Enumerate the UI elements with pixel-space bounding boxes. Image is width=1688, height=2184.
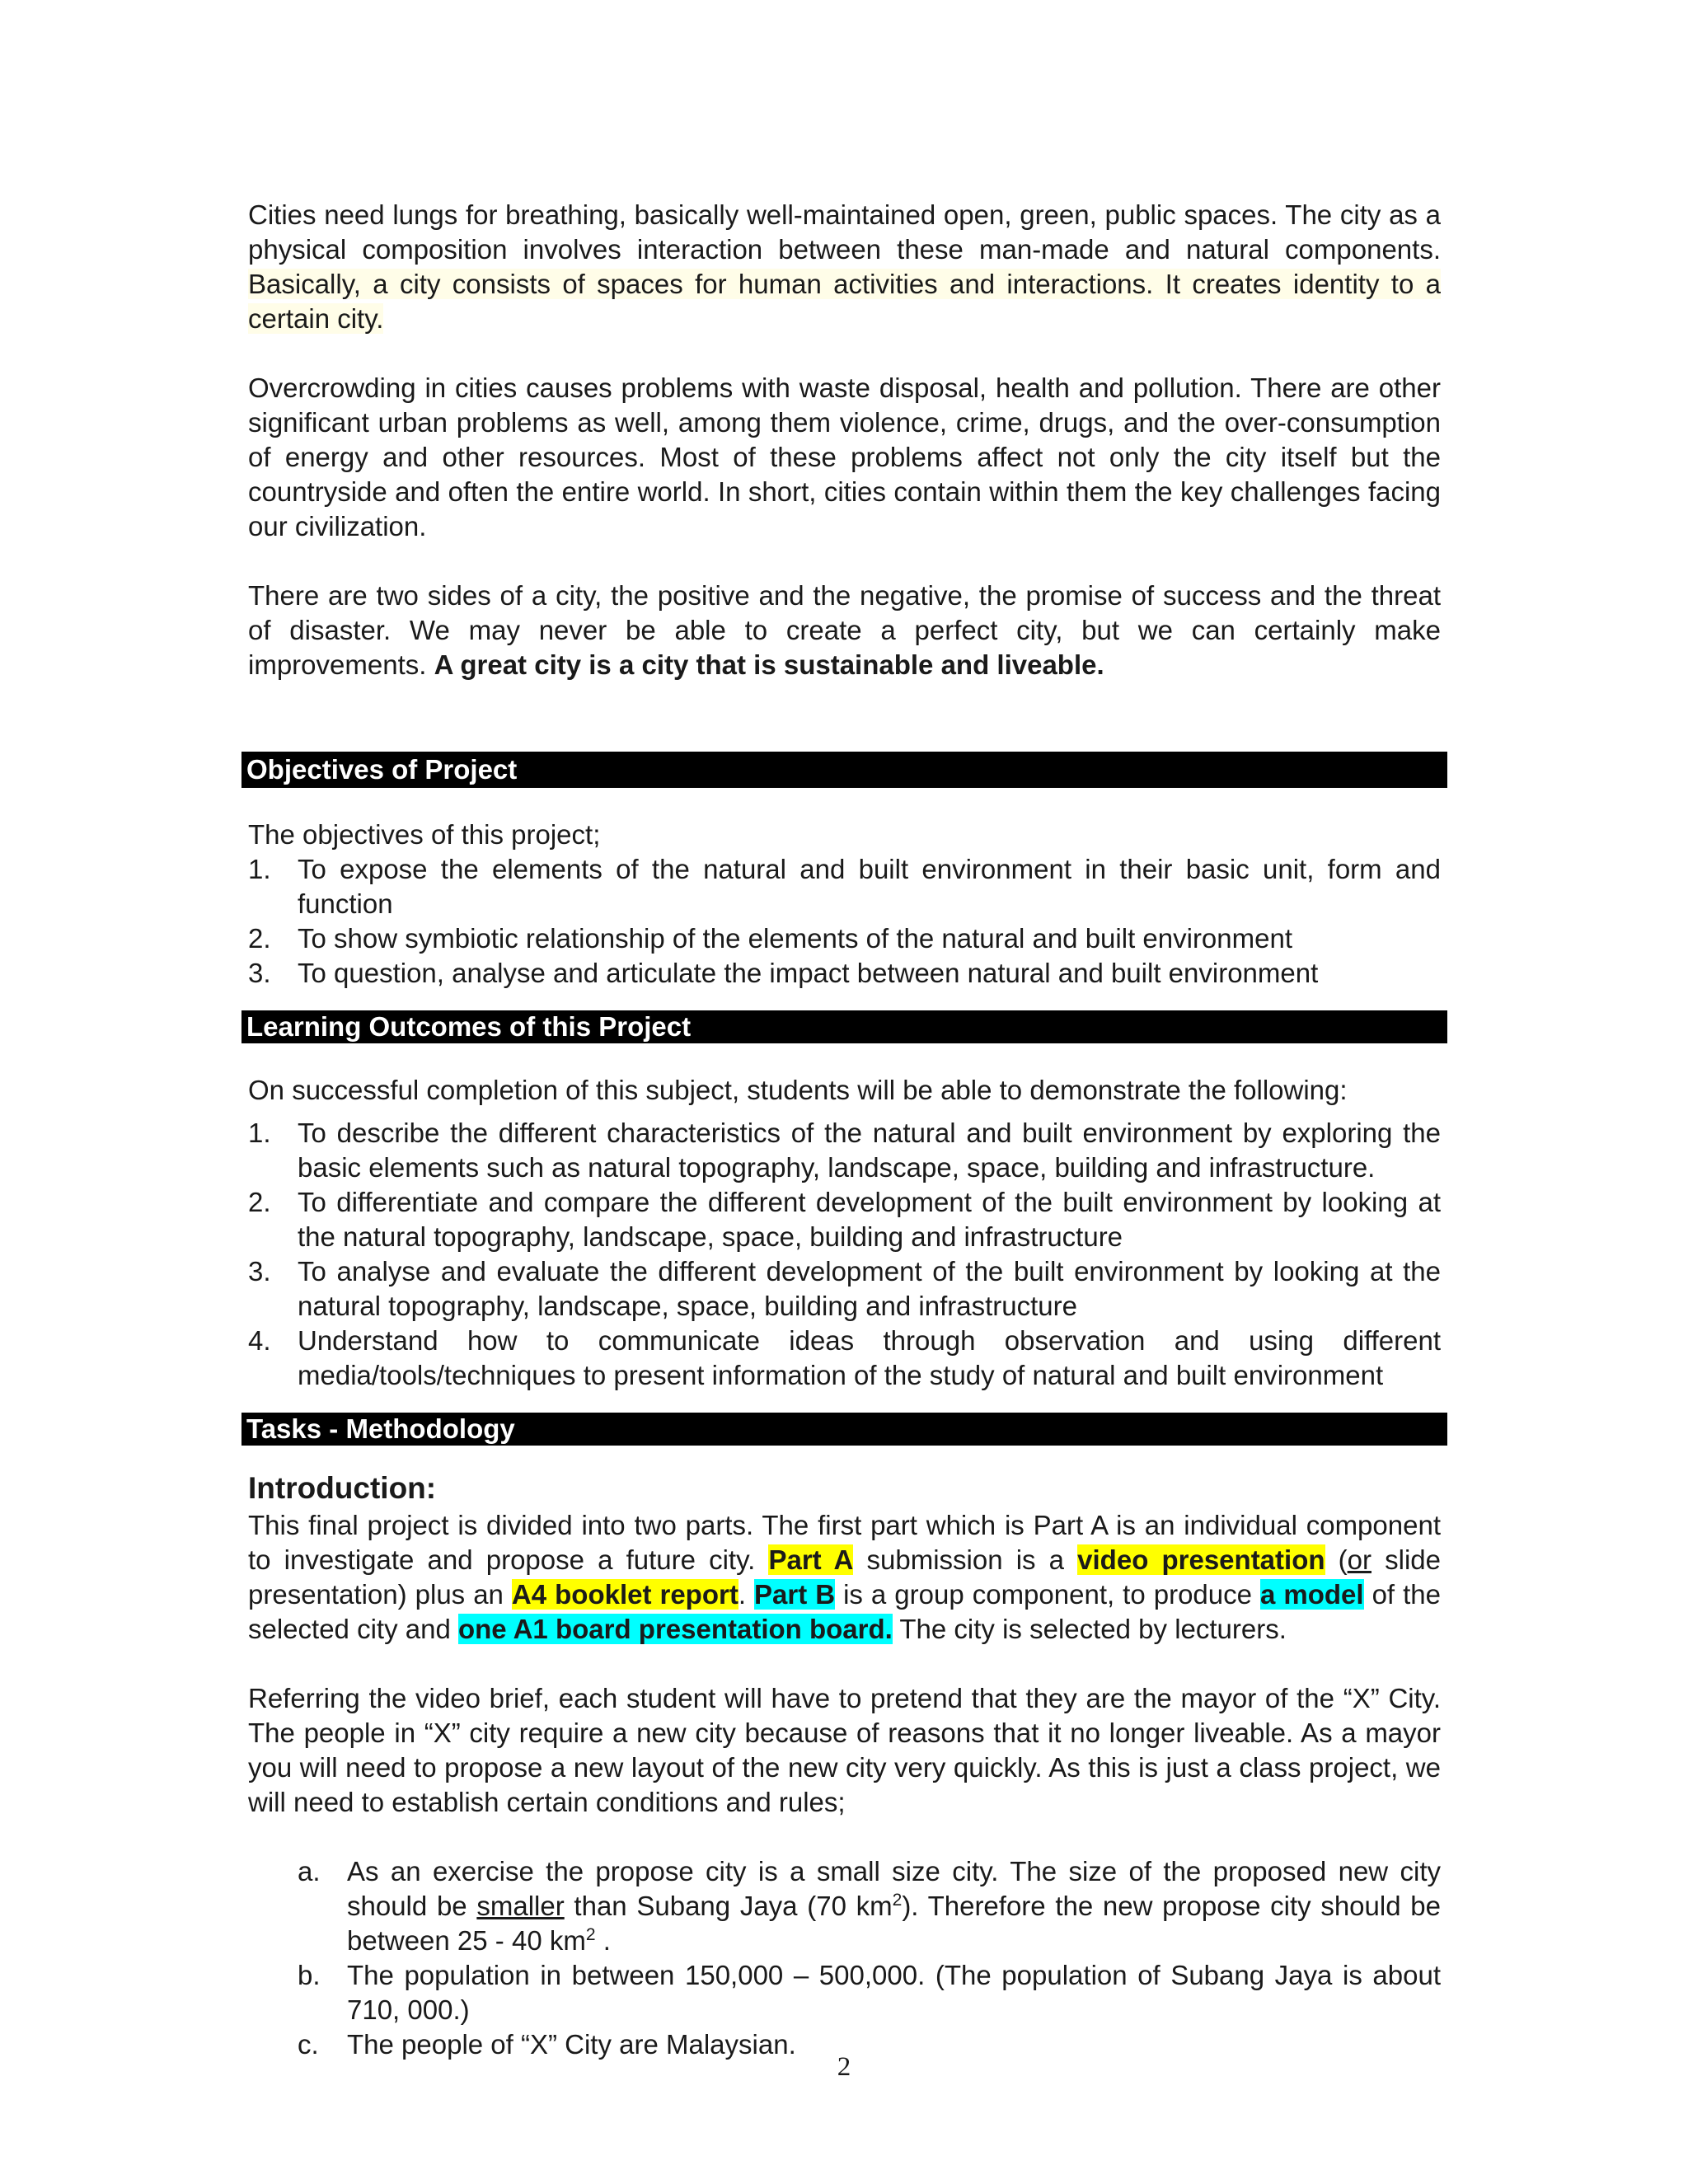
paragraph-text: Cities need lungs for breathing, basically well-maintained open, green, public spaces. The city as a physical composition involves interaction between these man-made and natural components. — [248, 199, 1441, 265]
list-item: 1. To expose the elements of the natural and built environment in their basic unit, form and function — [248, 854, 1441, 919]
underlined-smaller: smaller — [476, 1891, 565, 1921]
paragraph-bold-statement: A great city is a city that is sustainable and liveable. — [434, 649, 1104, 680]
section-heading-tasks: Tasks - Methodology — [241, 1413, 1447, 1446]
outcomes-list — [248, 1116, 1441, 1393]
list-item: b. The population in between 150,000 – 500,000. (The population of Subang Jaya is about 710, 000.) — [298, 1960, 1441, 2025]
page-content — [248, 198, 1441, 2062]
list-item: 3. To analyse and evaluate the different development of the built environment by looking at the natural topography, landscape, space, building and infrastructure — [248, 1256, 1441, 1321]
paragraph-text: There are two sides of a city, the positive and the negative, the promise of success and the threat of disaster. We may never be able to create a perfect city, but we can certainly make improvements. — [248, 580, 1441, 680]
paragraph-introduction: This final project is divided into two parts. The first part which is Part A is an individual component to investigate and propose a future city. Part A submission is a video presentation (or slide presentation) plus an A4 booklet report. Part B is a group component, to produce a model of the selected city and one A1 board presentation board. The city is selected by lecturers. — [248, 1510, 1441, 1644]
highlight-video-presentation: video presentation — [1077, 1544, 1325, 1575]
rules-list — [248, 1854, 1441, 2062]
highlight-part-b: Part B — [754, 1579, 836, 1610]
paragraph-video-brief: Referring the video brief, each student will have to pretend that they are the mayor of the “X” City. The people in “X” city require a new city because of reasons that it no longer liveable. As a mayor you will need to propose a new layout of the new city very quickly. As this is just a class project, we will need to establish certain conditions and rules; — [248, 1683, 1441, 1817]
list-item: 1. To describe the different characteristics of the natural and built environment by exploring the basic elements such as natural topography, landscape, space, building and infrastructure. — [248, 1118, 1441, 1183]
highlight-a4-booklet: A4 booklet report — [511, 1579, 738, 1610]
list-item: 4. Understand how to communicate ideas through observation and using different media/tools/techniques to present information of the study of natural and built environment — [248, 1325, 1441, 1390]
page-number: 2 — [837, 2052, 851, 2082]
paragraph-city-lungs — [248, 198, 1441, 336]
paragraph-overcrowding: Overcrowding in cities causes problems with waste disposal, health and pollution. There are other significant urban problems as well, among them violence, crime, drugs, and the over-consumption of energy and other resources. Most of these problems affect not only the city itself but the countryside and often the entire world. In short, cities contain within them the key challenges facing our civilization. — [248, 373, 1441, 541]
list-item: a. As an exercise the propose city is a small size city. The size of the proposed new city should be smaller than Subang Jaya (70 $km^2$). Therefore the new propose city should be between 25 - 40 $km^2$ . — [298, 1856, 1441, 1956]
section-heading-learning-outcomes: Learning Outcomes of this Project — [241, 1010, 1447, 1043]
list-item: 3. To question, analyse and articulate the impact between natural and built environment — [248, 958, 1319, 988]
paragraph-two-sides — [248, 579, 1441, 682]
paragraph-text-highlighted: Basically, a city consists of spaces for human activities and interactions. It creates identity to a certain city. — [248, 269, 1441, 334]
list-item: c. The people of “X” City are Malaysian. — [298, 2029, 796, 2060]
highlight-a1-board: one A1 board presentation board. — [457, 1614, 893, 1644]
underlined-or: or — [1347, 1544, 1372, 1575]
objectives-list — [248, 852, 1441, 991]
highlight-part-a: Part A — [768, 1544, 854, 1575]
highlight-a-model: a model — [1260, 1579, 1364, 1610]
list-item: 2. To differentiate and compare the different development of the built environment by looking at the natural topography, landscape, space, building and infrastructure — [248, 1187, 1441, 1252]
outcomes-intro: On successful completion of this subject, students will be able to demonstrate the following: — [248, 1075, 1348, 1105]
objectives-intro: The objectives of this project; — [248, 819, 601, 850]
list-item: 2. To show symbiotic relationship of the elements of the natural and built environment — [248, 923, 1292, 954]
section-heading-objectives: Objectives of Project — [241, 752, 1447, 788]
introduction-heading: Introduction: — [248, 1471, 437, 1505]
